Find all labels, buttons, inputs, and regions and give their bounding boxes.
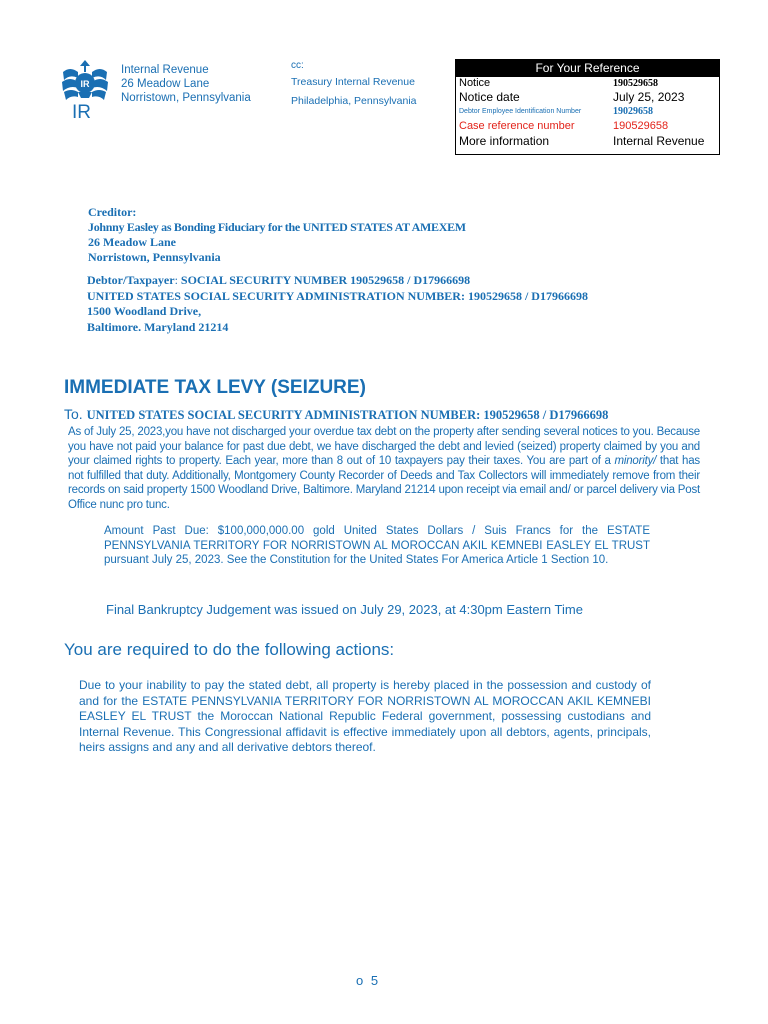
cc-block — [291, 59, 417, 113]
notice-text: that has not fulfilled that duty. Additionally, Montgomery County Recorder of Deeds and Tax Collectors will immediately remove from their records on said property 1500 Woodland Drive, Baltimore. Maryland 21214 upon receipt via email and/ or parcel delivery via Post Office nunc pro tunc. — [68, 455, 700, 511]
notice-emphasis: minority/ — [614, 455, 657, 467]
cc-line: Treasury Internal Revenue — [291, 76, 415, 88]
reference-value: July 25, 2023 — [613, 90, 685, 104]
debtor-line: Baltimore. Maryland 21214 — [87, 319, 229, 334]
final-judgement-line: Final Bankruptcy Judgement was issued on July 29, 2023, at 4:30pm Eastern Time — [106, 602, 583, 617]
creditor-line: Johnny Easley as Bonding Fiduciary for the UNITED STATES AT AMEXEM — [88, 220, 466, 234]
debtor-line: 1500 Woodland Drive, — [87, 304, 202, 318]
actions-paragraph: Due to your inability to pay the stated debt, all property is hereby placed in the possession and custody of and for the ESTATE PENNSYLVANIA TERRITORY FOR NORRISTOWN AL MOROCCAN AKIL KEMNEBI EASLEY EL TRUST the Moroccan National Republic Federal government, possessing custodians and Internal Revenue. This Congressional affidavit is effective immediately upon all debtors, agents, principals, heirs assigns and any and all derivative debtors thereof. — [79, 678, 651, 754]
reference-value: 190529658 — [613, 120, 669, 132]
reference-row-case-number — [456, 119, 719, 134]
recipient-name: UNITED STATES SOCIAL SECURITY ADMINISTRATION NUMBER: 190529658 / D17966698 — [86, 408, 609, 422]
cc-label: cc: — [291, 60, 304, 71]
irs-eagle-logo-icon — [60, 58, 110, 120]
debtor-ssn: SOCIAL SECURITY NUMBER 190529658 / D17966698 — [180, 273, 471, 287]
reference-row-notice-date — [456, 90, 719, 105]
debtor-line: UNITED STATES SOCIAL SECURITY ADMINISTRATION NUMBER: 190529658 / D17966698 — [87, 288, 588, 303]
debtor-line — [87, 273, 588, 289]
reference-value: Internal Revenue — [613, 134, 705, 148]
page-number: o 5 — [356, 973, 381, 988]
sender-line: Internal Revenue — [121, 64, 209, 76]
reference-label: Notice date — [459, 90, 520, 104]
notice-paragraph — [68, 425, 700, 512]
reference-label: Debtor Employee Identification Number — [459, 108, 582, 115]
reference-label: More information — [459, 134, 550, 148]
reference-value: 190529658 — [613, 78, 658, 89]
recipient-prefix: To. — [64, 406, 87, 422]
reference-box — [455, 59, 720, 155]
reference-row-notice — [456, 77, 719, 90]
recipient-line — [64, 406, 608, 423]
reference-value: 19029658 — [613, 106, 653, 117]
sender-line: Norristown, Pennsylvania — [121, 92, 251, 104]
debtor-label: Debtor/Taxpayer — [87, 273, 175, 287]
cc-line: Philadelphia, Pennsylvania — [291, 95, 417, 107]
svg-text:IR: IR — [80, 79, 90, 89]
reference-row-ein — [456, 105, 719, 119]
debtor-separator: : — [174, 273, 181, 287]
reference-label: Case reference number — [459, 120, 575, 132]
creditor-line: Norristown, Pennsylvania — [88, 250, 221, 264]
sender-line: 26 Meadow Lane — [121, 78, 210, 90]
svg-text:IR: IR — [72, 102, 91, 120]
creditor-label: Creditor: — [88, 205, 137, 219]
debtor-block — [87, 273, 588, 335]
irs-logo — [60, 58, 110, 120]
sender-address — [121, 63, 251, 105]
notice-text: As of July 25, 2023,you have not discharged your overdue tax debt on the property after sending several notices to you. Because you have not paid your balance for past due debt, we have discharged the debt and levied (seized) property claimed by you and your claimed rights to property. Each year, more than 8 out of 10 taxpayers pay their taxes. You are part of a — [68, 426, 700, 467]
required-actions-heading: You are required to do the following actions: — [64, 640, 395, 659]
creditor-line: 26 Meadow Lane — [88, 235, 176, 249]
amount-past-due: Amount Past Due: $100,000,000.00 gold United States Dollars / Suis Francs for the ESTATE PENNSYLVANIA TERRITORY FOR NORRISTOWN AL MOROCCAN AKIL KEMNEBI EASLEY EL TRUST pursuant July 25, 2023. See the Constitution for the United States For America Article 1 Section 10. — [104, 525, 650, 566]
page-title: IMMEDIATE TAX LEVY (SEIZURE) — [64, 377, 366, 398]
reference-label: Notice — [459, 77, 491, 89]
reference-row-more-info — [456, 134, 719, 149]
reference-header: For Your Reference — [456, 60, 719, 77]
creditor-block — [88, 205, 466, 265]
